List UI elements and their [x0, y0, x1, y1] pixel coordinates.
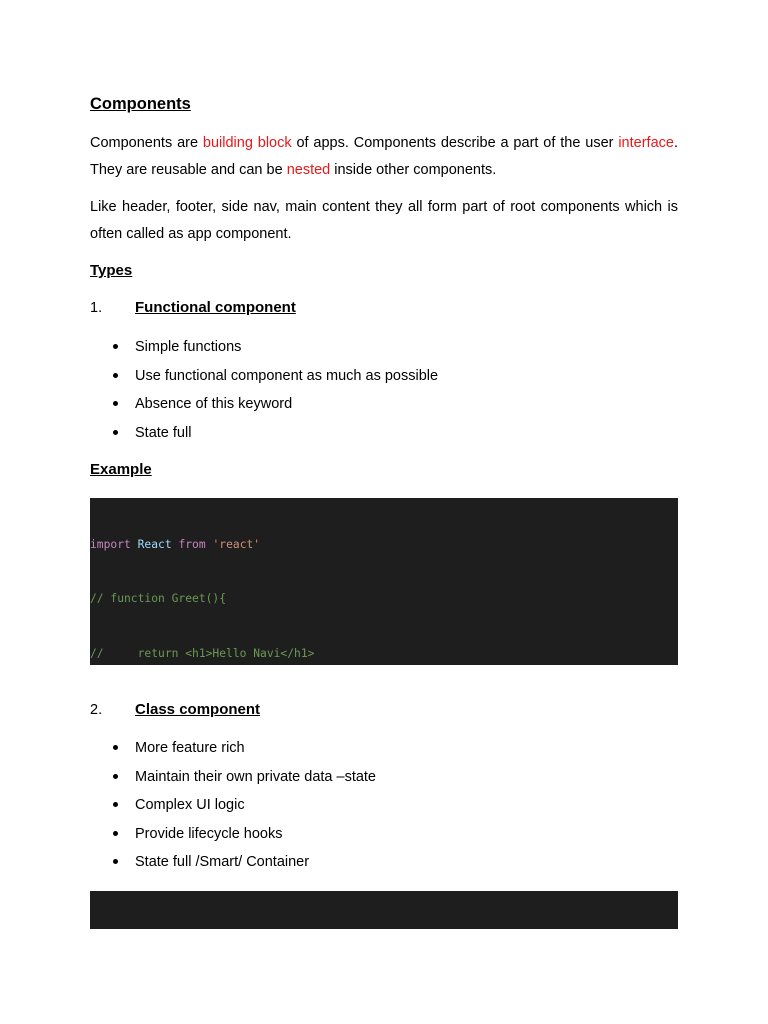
intro-text-4: inside other components.	[330, 161, 497, 178]
bullet-dot	[113, 401, 118, 406]
bullet-dot	[113, 802, 118, 807]
list-item-text: Simple functions	[135, 339, 242, 355]
root-components-paragraph: Like header, footer, side nav, main content they all form part of root components which is often called as app component.	[90, 199, 678, 242]
code-line: import React from 'react'	[90, 537, 261, 551]
list-item-text: Provide lifecycle hooks	[135, 826, 283, 842]
intro-text-3: . They are reusable and can be	[90, 135, 678, 178]
list-item-text: Maintain their own private data –state	[135, 769, 376, 785]
class-bullet-list	[90, 739, 678, 874]
list-item-text: More feature rich	[135, 740, 245, 756]
intro-highlight-interface: interface	[618, 135, 674, 151]
list-item-text: State full	[135, 425, 192, 441]
types-heading: Types	[90, 262, 133, 279]
intro-highlight-building-block: building block	[202, 135, 292, 151]
bullet-dot	[113, 859, 118, 864]
list-item-text: Complex UI logic	[135, 797, 245, 813]
page-title: Components	[90, 95, 191, 113]
bullet-dot	[113, 831, 118, 836]
example-heading: Example	[90, 461, 152, 478]
bullet-dot	[113, 774, 118, 779]
functional-component-heading: Functional component	[135, 299, 296, 316]
code-line: // function Greet(){	[90, 592, 227, 606]
bullet-dot	[113, 745, 118, 750]
class-component-heading: Class component	[135, 701, 261, 718]
code-line: // return <h1>Hello Navi</h1>	[90, 647, 315, 661]
section-number-1: 1.	[90, 300, 103, 316]
intro-paragraph	[90, 130, 678, 183]
code-block-class	[90, 891, 678, 929]
intro-highlight-nested: nested	[286, 161, 331, 178]
section-number-2: 2.	[90, 702, 103, 718]
bullet-dot	[113, 344, 118, 349]
code-block-functional	[90, 498, 678, 665]
list-item-text: State full /Smart/ Container	[135, 854, 310, 870]
bullet-dot	[113, 373, 118, 378]
bullet-dot	[113, 430, 118, 435]
list-item-text: Absence of this keyword	[135, 396, 293, 412]
functional-bullet-list	[90, 338, 678, 448]
intro-text-2: of apps. Components describe a part of the user	[291, 135, 619, 151]
intro-text-1: Components are	[90, 135, 203, 151]
list-item-text: Use functional component as much as possible	[135, 368, 439, 384]
